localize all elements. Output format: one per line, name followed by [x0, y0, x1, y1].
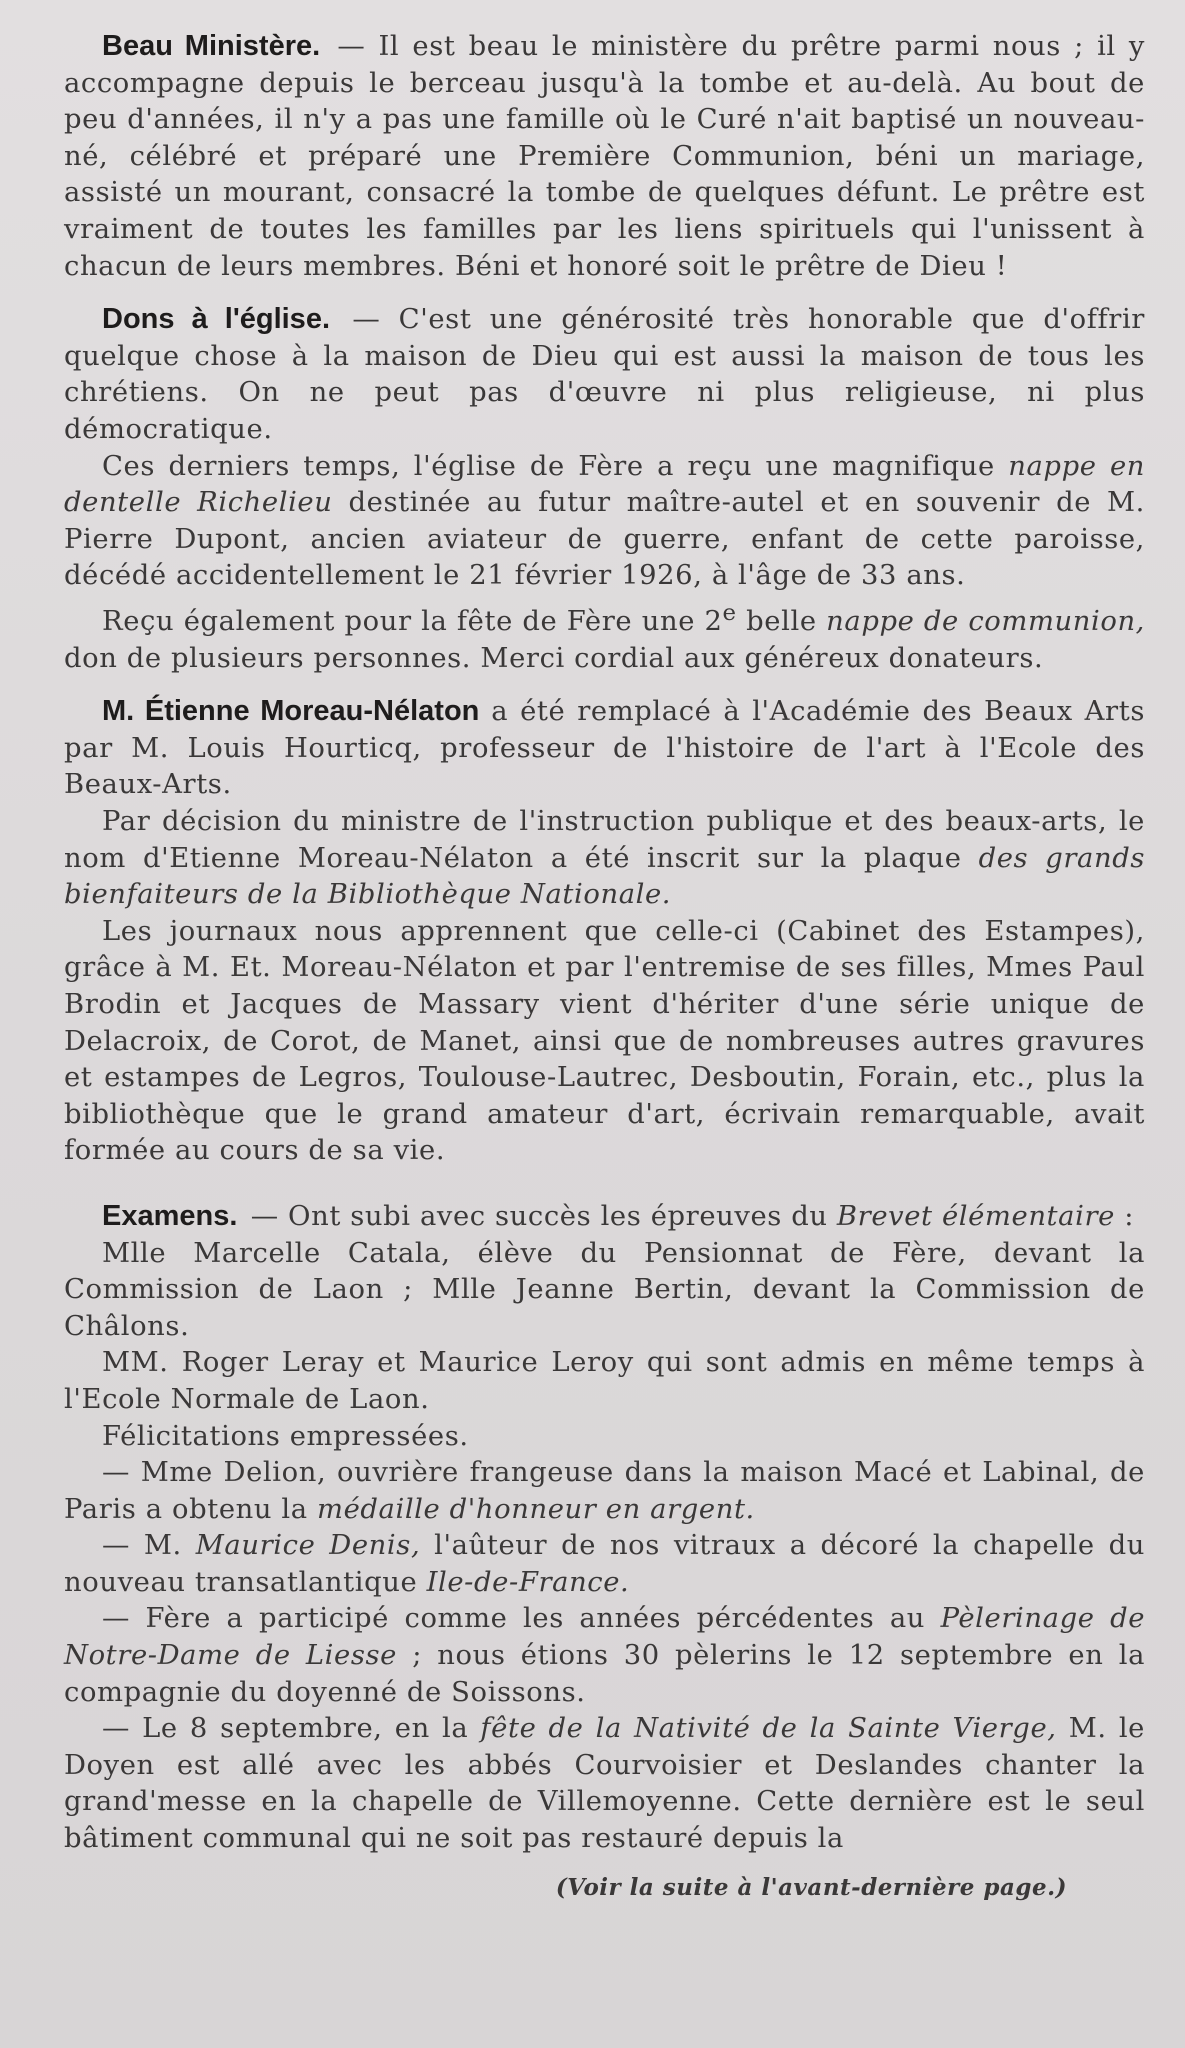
body-text: ; nous étions 30 pèlerins le 12 septembre en la compagnie du doyenné de Soissons. — [64, 1640, 1145, 1708]
paragraph — [64, 595, 1145, 677]
spacer — [64, 1186, 1145, 1198]
body-text: belle — [746, 606, 817, 638]
body-text: l'aûteur de nos vitraux a décoré la chapelle du nouveau transatlantique — [64, 1530, 1146, 1598]
body-text: Ces derniers temps, l'église de Fère a reçu une magnifique — [102, 450, 995, 482]
paragraph — [64, 914, 1145, 1170]
italic-text: Ile-de-France. — [426, 1566, 630, 1598]
superscript: e — [722, 599, 737, 626]
body-text: Ont subi avec succès les épreuves du — [288, 1200, 828, 1232]
body-text: Par décision du ministre de l'instruction publique et des beaux-arts, le nom d'Etienne Moreau-Nélaton a été inscrit sur la plaque — [64, 806, 1145, 874]
italic-text: nappe en dentelle Richelieu — [64, 450, 1145, 519]
body-text: : — [1124, 1200, 1135, 1232]
body-text: Reçu également pour la fête de Fère une 2 — [102, 606, 723, 638]
paragraph — [64, 804, 1145, 914]
heading-beau-ministere: Beau Ministère. — [102, 30, 321, 62]
paragraph — [64, 449, 1145, 595]
article-beau-ministere — [64, 28, 1145, 285]
paragraph — [64, 28, 1145, 285]
body-text: don de plusieurs personnes. Merci cordial aux généreux donateurs. — [64, 642, 1044, 674]
paragraph — [64, 1601, 1145, 1711]
italic-text: des grands bienfaiteurs de la Bibliothèque Nationale. — [64, 842, 1145, 911]
paragraph — [64, 301, 1145, 448]
paragraph — [64, 1528, 1145, 1601]
paragraph — [64, 1198, 1145, 1236]
article-examens — [64, 1198, 1145, 1858]
body-text: — M. — [102, 1530, 182, 1562]
article-dons — [64, 301, 1145, 677]
paragraph — [64, 693, 1145, 804]
paragraph — [64, 1236, 1145, 1346]
em-dash: — — [337, 31, 366, 62]
body-text: M. le Doyen est allé avec les abbés Courvoisier et Deslandes chanter la grand'messe en la chapelle de Villemoyenne. Cette dernière est le seul bâtiment communal qui ne soit pas restauré depuis la — [64, 1713, 1145, 1855]
paragraph — [64, 1419, 1145, 1456]
italic-text: Maurice Denis, — [195, 1530, 421, 1562]
article-moreau-nelaton — [64, 693, 1145, 1170]
italic-text: Brevet élémentaire — [836, 1200, 1115, 1232]
body-text: — Le 8 septembre, en la — [102, 1713, 469, 1745]
body-text: Félicitations empressées. — [102, 1420, 469, 1452]
paragraph — [64, 1711, 1145, 1857]
body-text: C'est une générosité très honorable que d'offrir quelque chose à la maison de Dieu qui est aussi la maison de tous les chrétiens. On ne peut pas d'œuvre ni plus religieuse, ni plus démocratique. — [64, 304, 1145, 445]
italic-text: nappe de communion, — [826, 606, 1145, 638]
em-dash: — — [352, 304, 381, 336]
italic-text: Pèlerinage de Notre-Dame de Liesse — [64, 1603, 1146, 1672]
heading-moreau-nelaton: M. Étienne Moreau-Nélaton — [102, 695, 480, 728]
heading-examens: Examens. — [102, 1199, 238, 1232]
continuation-note: (Voir la suite à l'avant-dernière page.) — [555, 1873, 1067, 1901]
paragraph — [64, 1455, 1145, 1528]
body-text: MM. Roger Leray et Maurice Leroy qui sont admis en même temps à l'Ecole Normale de Laon. — [64, 1347, 1145, 1415]
body-text: Mlle Marcelle Catala, élève du Pensionnat de Fère, devant la Commission de Laon ; Mlle Jeanne Bertin, devant la Commission de Châlons. — [64, 1237, 1145, 1342]
body-text: Les journaux nous apprennent que celle-ci (Cabinet des Estampes), grâce à M. Et. Moreau-Nélaton et par l'entremise de ses filles, Mmes Paul Brodin et Jacques de Massary vient d'hériter d'une série unique de Delacroix, de Corot, de Manet, ainsi que de nombreuses autres gravures et estampes de Legros, Toulouse-Lautrec, Desboutin, Forain, etc., plus la bibliothèque que le grand amateur d'art, écrivain remarquable, avait formée au cours de sa vie. — [64, 915, 1145, 1167]
body-text: — Fère a participé comme les années pércédentes au — [102, 1603, 926, 1635]
italic-text: médaille d'honneur en argent. — [317, 1493, 755, 1525]
em-dash: — — [250, 1200, 279, 1232]
heading-dons: Dons à l'église. — [102, 303, 331, 336]
italic-text: fête de la Nativité de la Sainte Vierge, — [480, 1713, 1057, 1745]
body-text: — Mme Delion, ouvrière frangeuse dans la maison Macé et Labinal, de Paris a obtenu la — [64, 1457, 1145, 1525]
body-text: a été remplacé à l'Académie des Beaux Arts par M. Louis Hourticq, professeur de l'histoire de l'art à l'Ecole des Beaux-Arts. — [64, 696, 1145, 801]
body-text: destinée au futur maître-autel et en souvenir de M. Pierre Dupont, ancien aviateur de guerre, enfant de cette paroisse, décédé accidentellement le 21 février 1926, à l'âge de 33 ans. — [64, 487, 1145, 592]
paragraph — [64, 1345, 1145, 1418]
body-text: Il est beau le ministère du prêtre parmi nous ; il y accompagne depuis le berceau jusqu'à la tombe et au-delà. Au bout de peu d'années, il n'y a pas une famille où le Curé n'ait baptisé un nouveau-né, célébré et préparé une Première Communion, béni un mariage, assisté un mourant, consacré la tombe de quelques défunt. Le prêtre est vraiment de toutes les familles par les liens spirituels qui l'unissent à chacun de leurs membres. Béni et honoré soit le prêtre de Dieu ! — [64, 31, 1146, 282]
